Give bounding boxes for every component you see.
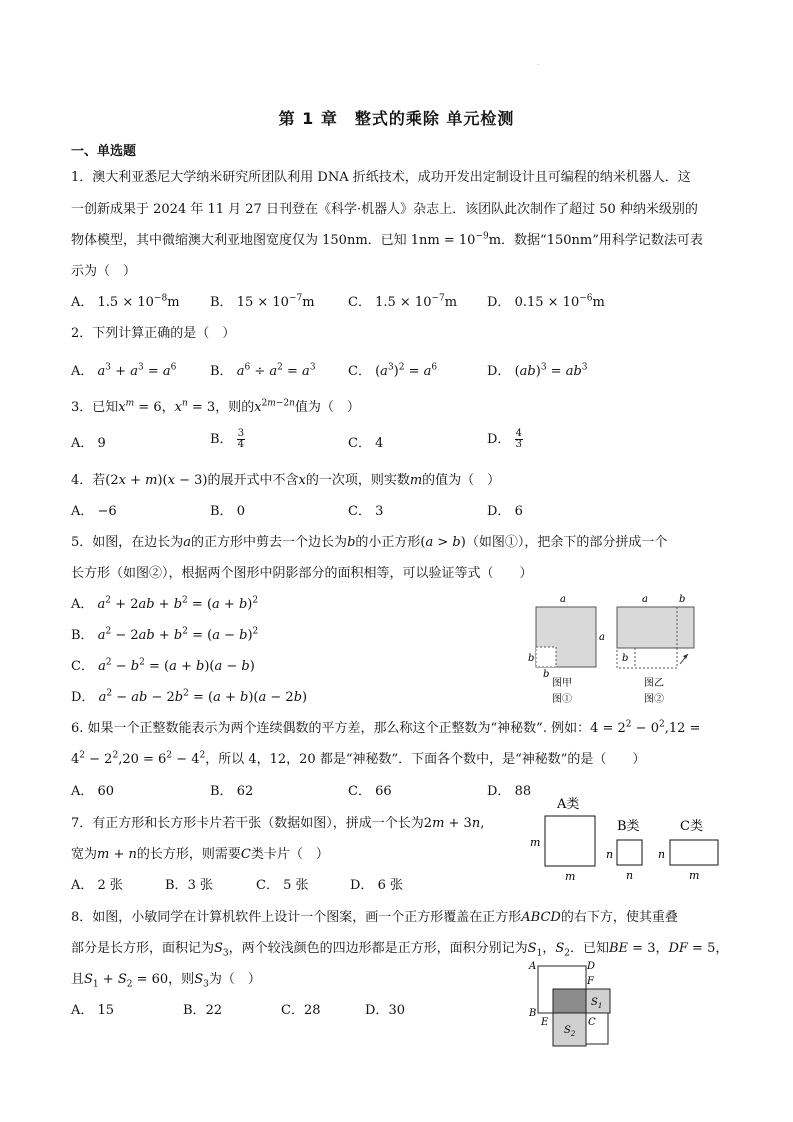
fig1-label-a-side: a: [599, 632, 605, 643]
label-b: B: [529, 1008, 537, 1019]
q7-option-b[interactable]: B．3 张: [165, 878, 213, 893]
page-title: 第 1 章 整式的乘除 单元检测: [278, 109, 515, 128]
page-dot: ·: [537, 62, 539, 69]
card-c-rectangle: [670, 840, 718, 865]
q1-option-c[interactable]: C． $1.5 \times 10^{-7}m$: [348, 293, 458, 310]
fig1-label-a: a: [560, 594, 566, 605]
label-c: C: [588, 1017, 596, 1028]
q7-line-1: 7．有正方形和长方形卡片若干张（数据如图），拼成一个长为2m + 3n,: [71, 816, 485, 831]
fig1-label-b-bottom: b: [543, 669, 550, 680]
q1-line-4: 示为（ ）: [71, 264, 137, 279]
q8-option-d[interactable]: D．30: [365, 1003, 405, 1018]
q8-line-2: 部分是长方形，面积记为$S_3$，两个较浅颜色的四边形都是正方形，面积分别记为$S_1$，$S_2$．已知BE = 3，DF = 5，: [71, 941, 729, 959]
card-b-label: B类: [617, 819, 640, 834]
q7-option-c[interactable]: C． 5 张: [256, 878, 309, 893]
fig2-label-a: a: [642, 594, 648, 605]
q4-option-c[interactable]: C． 3: [348, 504, 384, 519]
q1-option-a[interactable]: A． $1.5 \times 10^{-8}m$: [71, 293, 180, 310]
q4-option-b[interactable]: B． 0: [210, 504, 245, 519]
q1-option-b[interactable]: B． $15 \times 10^{-7}m$: [210, 293, 315, 310]
card-a-square: [545, 816, 595, 866]
q6-option-a[interactable]: A． 60: [71, 784, 115, 799]
q1-text: 物体模型，其中微缩澳大利亚地图宽度仅为 150nm．已知 1nm = 10: [71, 233, 476, 248]
q1-line-1: 1．澳大利亚悉尼大学纳米研究所团队利用 DNA 折纸技术，成功开发出定制设计且可编程的纳米机器人．这: [71, 170, 691, 185]
card-a-side-m: m: [530, 836, 541, 849]
card-b-side-n: n: [606, 848, 614, 861]
q5-option-d[interactable]: D． $a^2$ − ab − $2b^2 = (a + b)(a - 2b)$: [71, 688, 308, 705]
q3-stem: 3．已知$x^m = 6$，$x^n = 3$，则的$x^{2m-2n}$值为（ ）: [71, 398, 360, 415]
overlap-s3: [553, 989, 586, 1013]
q1-exponent: −9: [475, 231, 489, 242]
fig1-small-square: [536, 647, 556, 667]
card-c-bottom-m: m: [689, 869, 700, 882]
q6-option-d[interactable]: D． 88: [487, 784, 532, 799]
q7-option-a[interactable]: A． 2 张: [71, 878, 123, 893]
q2-option-b[interactable]: B． $a^6 \div a^2 = a^3$: [210, 362, 316, 379]
q5-line-2: 长方形（如图②），根据两个图形中阴影部分的面积相等，可以验证等式（ ）: [71, 566, 533, 581]
q1-line-3: [71, 229, 703, 248]
q8-line-3: 且$S_1 + S_2 = 60$，则$S_3$为（ ）: [71, 972, 261, 990]
q3-option-c[interactable]: C． 4: [348, 436, 384, 451]
q8-option-a[interactable]: A． 15: [71, 1003, 115, 1018]
q2-option-a[interactable]: A． $a^3 + a^3 = a^6$: [71, 362, 177, 379]
label-d: D: [587, 961, 596, 972]
q6-line-2: $4^2 - 2^2,20 = 6^2 - 4^2$，所以 4，12，20 都是“神秘数”．下面各个数中，是“神秘数”的是（ ）: [71, 750, 646, 767]
label-a: A: [529, 961, 537, 972]
q1-text: m．数据“150nm”用科学记数法可表: [488, 233, 703, 248]
q4-option-a[interactable]: A． −6: [71, 504, 117, 519]
q3-option-b[interactable]: B． $\frac{3}{4}$: [210, 428, 245, 450]
q6-line-1: 6. 如果一个正整数能表示为两个连续偶数的平方差，那么称这个正整数为“神秘数”. 例如：$4 = 2^2 - 0^2,12$ =: [71, 719, 701, 736]
fig2-label-b: b: [679, 594, 686, 605]
q1-option-d[interactable]: D． $0.15 \times 10^{-6}m$: [487, 293, 605, 310]
q4-stem: 4．若(2x + m)(x − 3)的展开式中不含x的一次项，则实数m的值为（ ）: [71, 473, 501, 488]
fig2-label-b-side: b: [622, 653, 629, 664]
q7-option-d[interactable]: D． 6 张: [350, 878, 403, 893]
card-b-square: [617, 840, 642, 865]
arrow-icon: [683, 654, 688, 659]
section-heading: 一、单选题: [71, 144, 137, 159]
fig1-number: 图①: [552, 694, 572, 705]
q2-option-d[interactable]: D． $(ab)^3 = ab^3$: [487, 362, 588, 379]
fig1-caption: 图甲: [552, 678, 572, 689]
fig1-label-b-side: b: [528, 653, 535, 664]
card-a-label: A类: [557, 797, 580, 812]
fig2-rectangle: [617, 607, 694, 648]
q5-figure: [520, 590, 710, 710]
q6-option-b[interactable]: B． 62: [210, 784, 254, 799]
q8-line-1: 8．如图，小敏同学在计算机软件上设计一个图案，画一个正方形覆盖在正方形ABCD的右下方，使其重叠: [71, 910, 678, 925]
q2-option-c[interactable]: C． $(a^3)^2 = a^6$: [348, 362, 438, 379]
q5-option-a[interactable]: A． $a^2 + 2ab + b^2 = (a + b)^2$: [71, 595, 259, 612]
card-c-label: C类: [680, 819, 703, 834]
q6-option-c[interactable]: C． 66: [348, 784, 392, 799]
fig2-number: 图②: [644, 694, 664, 705]
q8-option-b[interactable]: B．22: [183, 1003, 223, 1018]
q5-line-1: 5．如图，在边长为a的正方形中剪去一个边长为b的小正方形(a > b)（如图①），把余下的部分拼成一个: [71, 535, 668, 550]
fig2-caption: 图乙: [644, 678, 664, 689]
card-a-bottom-m: m: [565, 870, 576, 883]
q5-option-c[interactable]: C． $a^2 - b^2 = (a + b)(a - b)$: [71, 657, 255, 674]
q3-option-d[interactable]: D． $\frac{4}{3}$: [487, 428, 522, 450]
label-e: E: [541, 1017, 549, 1028]
card-b-bottom-n: n: [626, 869, 634, 882]
q5-option-b[interactable]: B． $a^2 - 2ab + b^2 = (a - b)^2$: [71, 626, 259, 643]
card-c-side-n: n: [658, 848, 666, 861]
label-f: F: [587, 976, 594, 987]
q4-option-d[interactable]: D． 6: [487, 504, 523, 519]
q1-line-2: 一创新成果于 2024 年 11 月 27 日刊登在《科学·机器人》杂志上．该团队此次制作了超过 50 种纳米级别的: [71, 202, 698, 217]
q2-stem: 2．下列计算正确的是（ ）: [71, 326, 236, 341]
label-s1: $S_1$: [591, 997, 603, 1010]
q8-figure: [524, 958, 616, 1050]
q3-option-a[interactable]: A． 9: [71, 436, 106, 451]
label-s2: $S_2$: [564, 1025, 576, 1038]
q7-figure: [525, 792, 725, 887]
q8-option-c[interactable]: C．28: [281, 1003, 321, 1018]
q7-line-2: 宽为m + n的长方形，则需要C类卡片（ ）: [71, 847, 329, 862]
